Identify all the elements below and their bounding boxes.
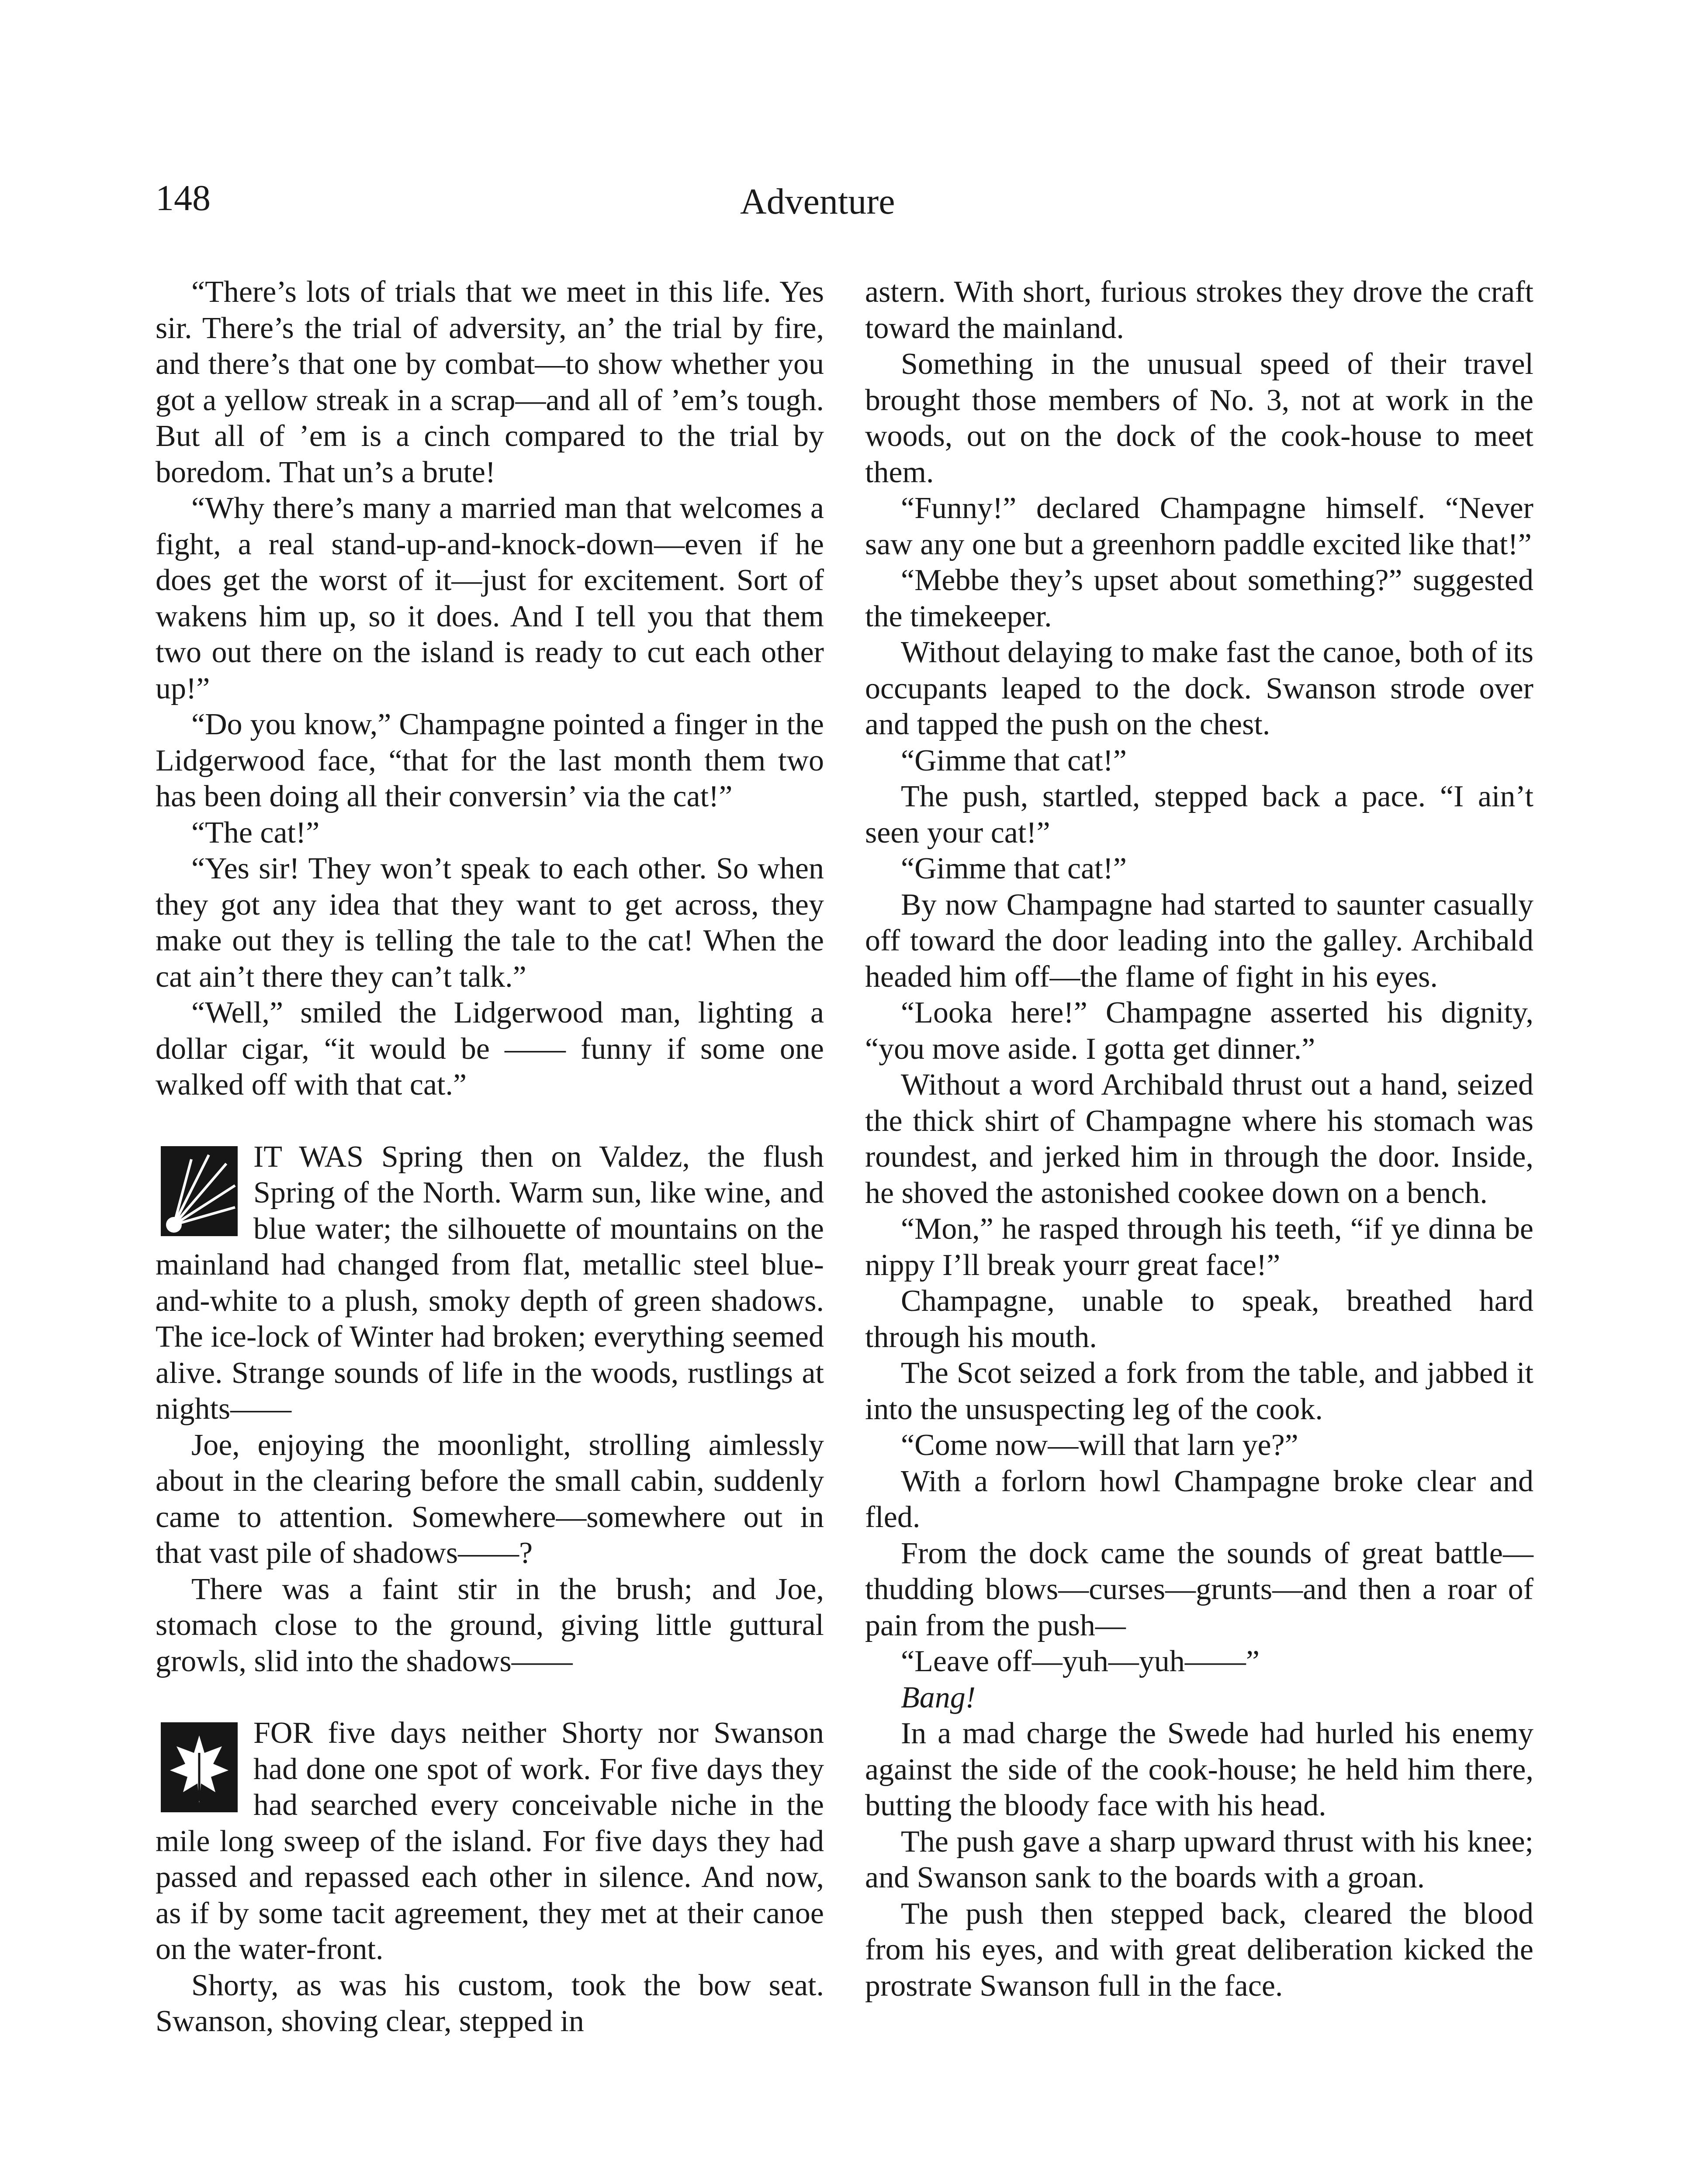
paragraph: “Come now—will that larn ye?”	[901, 1428, 1298, 1462]
paragraph: “Yes sir! They won’t speak to each other. So when they got any idea that they want to get across, they make out they is telling the tale to the cat! When the cat ain’t there they can’t talk.”	[156, 852, 824, 994]
paragraph: “There’s lots of trials that we meet in this life. Yes sir. There’s the trial of adversity, an’ the trial by fire, and there’s that one by combat—to show whether you got a yellow streak in a scrap—and all of ’em’s tough. But all of ’em is a cinch compared to the trial by boredom. That un’s a brute!	[156, 275, 824, 489]
paragraph: “The cat!”	[191, 816, 320, 850]
paragraph: The Scot seized a fork from the table, and jabbed it into the unsuspecting leg of the cook.	[865, 1356, 1533, 1426]
section-opening: FOR five days neither Shorty nor Swanson had done one spot of work. For five days they had searched every conceivable niche in the mile long sweep of the island. For five days they had passed and repassed each other in silence. And now, as if by some tacit agreement, they met at their canoe on the water-front.	[156, 1716, 824, 1966]
paragraph: “Mebbe they’s upset about something?” suggested the timekeeper.	[865, 563, 1533, 633]
paragraph: Something in the unusual speed of their travel brought those members of No. 3, not at work in the woods, out on the dock of the cook-house to meet them.	[865, 347, 1533, 489]
paragraph: “Gimme that cat!”	[901, 743, 1127, 778]
paragraph: Without a word Archibald thrust out a hand, seized the thick shirt of Champagne where his stomach was roundest, and jerked him in through the door. Inside, he shoved the astonished cookee down on a bench.	[865, 1068, 1533, 1210]
sunburst-ornament-icon	[161, 1146, 238, 1236]
paragraph: In a mad charge the Swede had hurled his enemy against the side of the cook-house; he held him there, butting the bloody face with his head.	[865, 1717, 1533, 1822]
paragraph: The push, startled, stepped back a pace. “I ain’t seen your cat!”	[865, 780, 1533, 850]
paragraph: astern. With short, furious strokes they drove the craft toward the mainland.	[865, 275, 1533, 345]
paragraph: By now Champagne had started to saunter casually off toward the door leading into the galley. Archibald headed him off—the flame of fight in his eyes.	[865, 888, 1533, 994]
paragraph: From the dock came the sounds of great battle—thudding blows—curses—grunts—and then a roar of pain from the push—	[865, 1536, 1533, 1642]
paragraph: The push gave a sharp upward thrust with his knee; and Swanson sank to the boards with a groan.	[865, 1825, 1533, 1894]
paragraph: “Leave off—yuh—yuh——”	[901, 1645, 1260, 1678]
paragraph: Shorty, as was his custom, took the bow seat. Swanson, shoving clear, stepped in	[156, 1968, 824, 2038]
paragraph: “Looka here!” Champagne asserted his dignity, “you move aside. I gotta get dinner.”	[865, 996, 1533, 1066]
section-five-days	[156, 1715, 824, 1968]
paragraph: “Why there’s many a married man that welcomes a fight, a real stand-up-and-knock-down—even if he does get the worst of it—just for excitement. Sort of wakens him up, so it does. And I tell you that them two out there on the island is ready to cut each other up!”	[156, 491, 824, 705]
running-head: Adventure	[740, 181, 895, 222]
paragraph: “Do you know,” Champagne pointed a finger in the Lidgerwood face, “that for the last month them two has been doing all their conversin’ via the cat!”	[156, 708, 824, 813]
paragraph	[865, 1680, 1533, 1716]
paragraph: There was a faint stir in the brush; and Joe, stomach close to the ground, giving little guttural growls, slid into the shadows——	[156, 1572, 824, 1678]
paragraph: With a forlorn howl Champagne broke clear and fled.	[865, 1464, 1533, 1534]
section-valdez-spring	[156, 1139, 824, 1427]
exclamation-bang: Bang!	[901, 1680, 976, 1714]
page-number: 148	[156, 178, 211, 218]
paragraph: “Well,” smiled the Lidgerwood man, lighting a dollar cigar, “it would be —— funny if some one walked off with that cat.”	[156, 996, 824, 1102]
paragraph: “Gimme that cat!”	[901, 852, 1127, 885]
paragraph: “Mon,” he rasped through his teeth, “if ye dinna be nippy I’ll break yourr great face!”	[865, 1212, 1533, 1282]
paragraph: The push then stepped back, cleared the blood from his eyes, and with great deliberation kicked the prostrate Swanson full in the face.	[865, 1897, 1533, 2003]
maple-leaf-ornament-icon	[161, 1722, 238, 1812]
right-column	[865, 274, 1533, 2004]
paragraph: Without delaying to make fast the canoe, both of its occupants leaped to the dock. Swanson strode over and tapped the push on the chest.	[865, 636, 1533, 741]
paragraph: Champagne, unable to speak, breathed hard through his mouth.	[865, 1284, 1533, 1354]
paragraph: Joe, enjoying the moonlight, strolling aimlessly about in the clearing before the small cabin, suddenly came to attention. Somewhere—somewhere out in that vast pile of shadows——?	[156, 1428, 824, 1570]
paragraph: “Funny!” declared Champagne himself. “Never saw any one but a greenhorn paddle excited like that!”	[865, 491, 1533, 561]
section-opening: IT WAS Spring then on Valdez, the flush Spring of the North. Warm sun, like wine, and blue water; the silhouette of mountains on the mainland had changed from flat, metallic steel blue-and-white to a plush, smoky depth of green shadows. The ice-lock of Winter had broken; everything seemed alive. Strange sounds of life in the woods, rustlings at nights——	[156, 1140, 824, 1426]
left-column	[156, 274, 824, 2040]
